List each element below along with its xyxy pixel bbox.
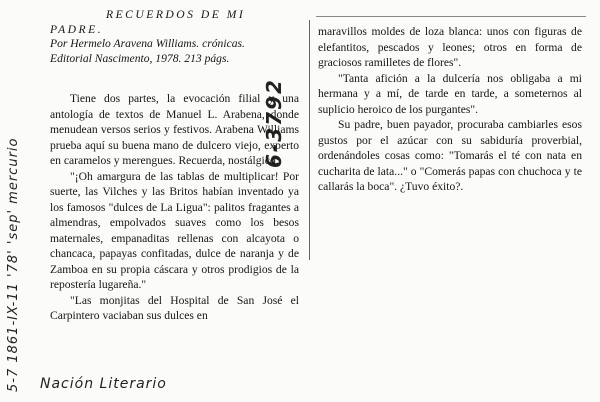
column-divider (309, 20, 310, 260)
right-paragraph-3: Su padre, buen payador, procuraba cambiarles esos gustos por el azúcar con su sabiduría proverbial, ordenándoles cosas como: "Tomarás el té con nata en cucharita de lata..." o "Comerás papas con chuchoca y te callarás la boca". ¿Tuvo éxito?. (318, 118, 582, 193)
right-paragraph-1: maravillos moldes de loza blanca: unos con figuras de elefantitos, pescados y leones; otros en forma de graciosos ramilletes de flores". (318, 25, 582, 69)
left-column (50, 91, 299, 324)
handwritten-catalog-number: 6-3792 (262, 78, 286, 168)
right-paragraph-2: "Tanta afición a la dulcería nos obligaba a mi hermana y a mí, de tarde en tarde, a someternos al suplicio heroico de los purgantes". (318, 71, 582, 116)
article-citation: Por Hermelo Aravena Williams. crónicas. Editorial Nascimento, 1978. 213 págs. (50, 37, 245, 65)
handwritten-source-note: Nación Literario (40, 376, 167, 392)
right-column (318, 24, 582, 195)
left-paragraph-2: "¡Oh amargura de las tablas de multiplicar! Por suerte, las Vilches y las Britos habían inventado ya los famosos "dulces de La Ligua": palitos fragantes a almendras, empolvados suaves como los besos maternales, empanaditas rellenas con alcayota o chancaca, papayas confitadas, dulce de naranja y de Zamboa en su propia cáscara y otros prodigios de la repostería lugareña." (50, 169, 299, 291)
top-rule (316, 16, 586, 17)
article-header (50, 8, 280, 66)
left-paragraph-3: "Las monjitas del Hospital de San José el Carpintero vaciaban sus dulces en (50, 293, 299, 322)
article-title: RECUERDOS DE MI PADRE. (50, 8, 246, 36)
left-paragraph-1: Tiene dos partes, la evocación filial y una antología de textos de Manuel L. Arabena, donde menudean versos serios y festivos. Arabena Williams prueba aquí su buena mano de dulcero viejo, experto en caramelos y merengues. Recuerda, nostálgico: (50, 92, 299, 167)
handwritten-margin-note: 5-7 1861-IX-11 '78' 'sep' mercurio (6, 137, 21, 392)
